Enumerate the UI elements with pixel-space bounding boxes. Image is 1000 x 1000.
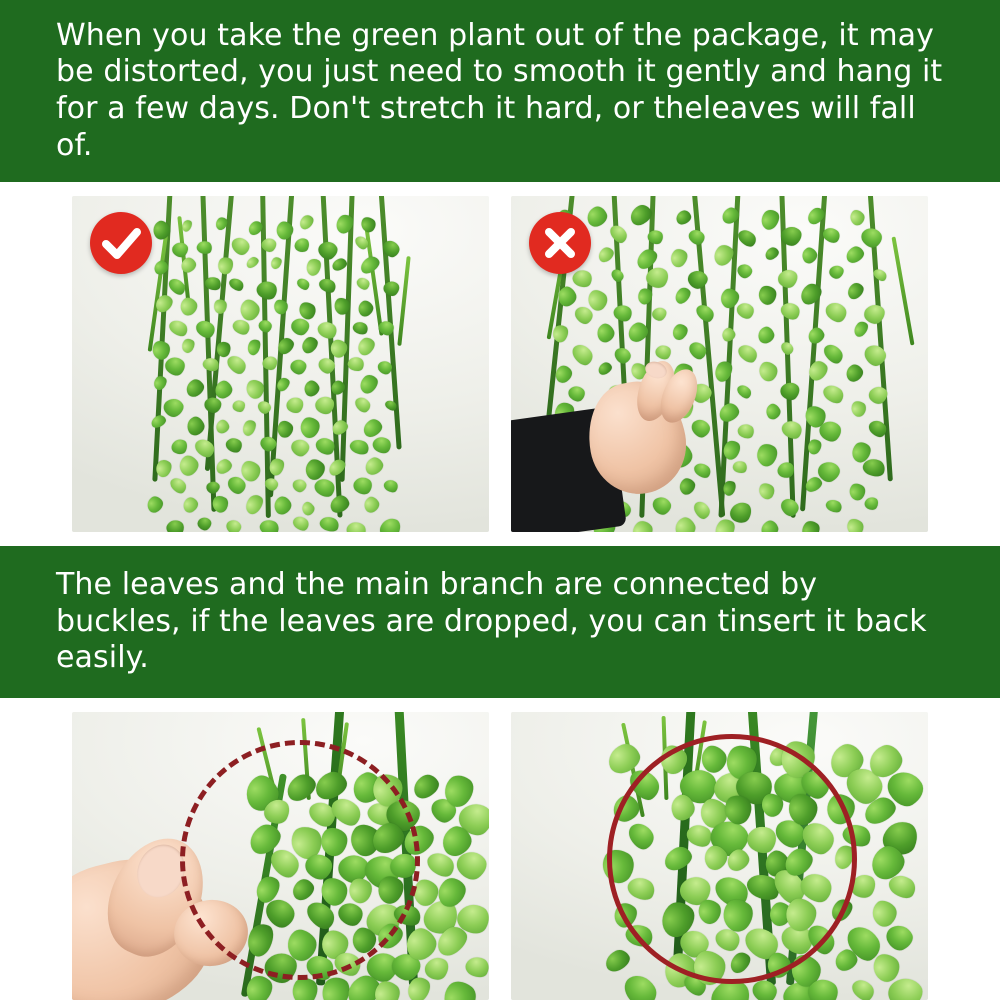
buckle-instruction-banner bbox=[0, 546, 1000, 698]
buckle-detach-detail-photo bbox=[72, 712, 489, 1000]
comparison-photo-row bbox=[0, 182, 1000, 546]
check-mark-badge bbox=[90, 212, 152, 274]
cross-mark-badge bbox=[529, 212, 591, 274]
buckle-detail-photo-row bbox=[0, 698, 1000, 1000]
incorrect-stretching-plant-photo bbox=[511, 196, 928, 532]
dashed-circle-annotation bbox=[180, 740, 420, 980]
buckle-instruction-text: The leaves and the main branch are connected by buckles, if the leaves are dropped, you can tinsert it back easily. bbox=[56, 567, 927, 676]
buckle-reattach-detail-photo bbox=[511, 712, 928, 1000]
care-instruction-text: When you take the green plant out of the package, it may be distorted, you just need to smooth it gently and hang it for a few days. Don't stretch it hard, or theleaves will fall of. bbox=[56, 17, 943, 163]
solid-circle-annotation bbox=[607, 734, 857, 984]
correct-hanging-plant-photo bbox=[72, 196, 489, 532]
care-instruction-banner bbox=[0, 0, 1000, 182]
